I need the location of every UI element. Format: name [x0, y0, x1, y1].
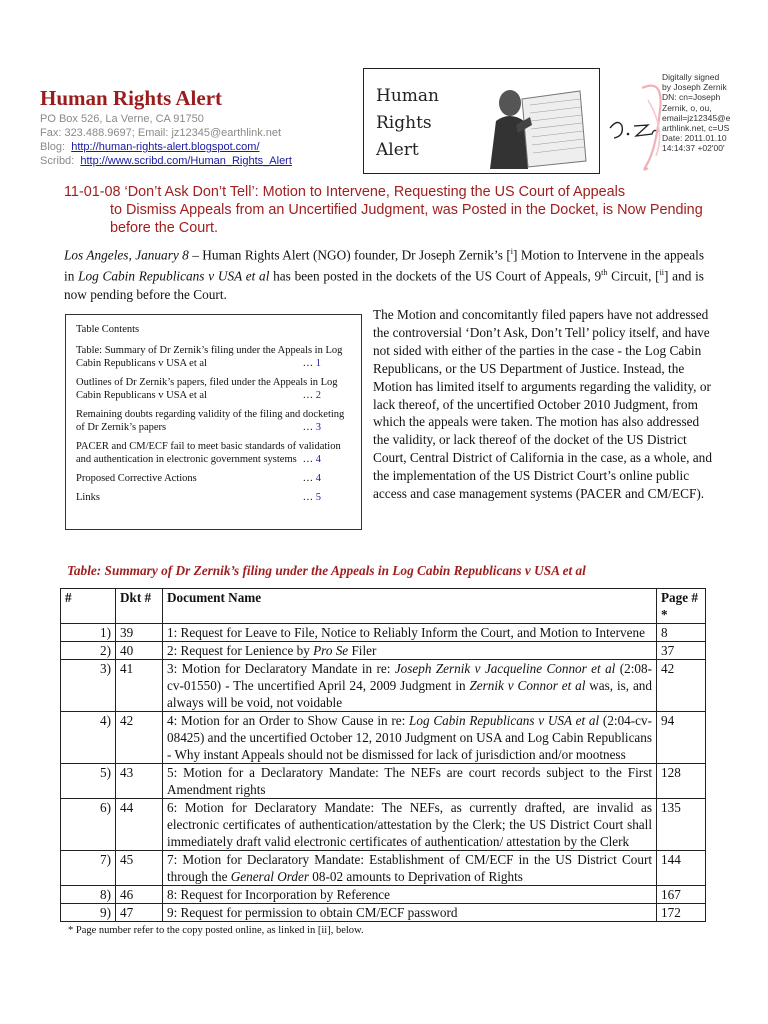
cell-name: 9: Request for permission to obtain CM/ECF password — [163, 904, 657, 922]
toc-entry-text: PACER and CM/ECF fail to meet basic standards of validation and authentication in electronic government systems — [76, 441, 341, 465]
toc-page-link[interactable]: 3 — [315, 422, 321, 433]
logo — [363, 68, 600, 174]
table-row — [61, 712, 706, 764]
toc-page-link[interactable]: 4 — [315, 473, 321, 484]
footnote-ref: i — [510, 247, 513, 256]
table-row — [61, 851, 706, 886]
cell-pg: 135 — [657, 799, 706, 851]
cell-num: 8) — [61, 886, 116, 904]
cell-pg: 172 — [657, 904, 706, 922]
table-row — [61, 904, 706, 922]
filings-table — [60, 588, 706, 922]
cell-name: 2: Request for Lenience by Pro Se Filer — [163, 642, 657, 660]
cell-name: 3: Motion for Declaratory Mandate in re: Joseph Zernik v Jacqueline Connor et al (2:08-cv-01550) - The uncertified April 24, 2009 Judgment in Zernik v Connor et al was, is, and always will be void, not voidable — [163, 660, 657, 712]
cell-dkt: 43 — [116, 764, 163, 799]
cell-dkt: 39 — [116, 624, 163, 642]
cell-num: 2) — [61, 642, 116, 660]
cell-pg: 167 — [657, 886, 706, 904]
body-paragraph: The Motion and concomitantly filed papers have not addressed the controversial ‘Don’t Ask, Don’t Tell’ policy itself, and have not sided with either of the parties in the case - the Log Cabin Republicans, or the US Department of Justice. Instead, the Motion has limited itself to arguments regarding the validity, or lack thereof, of the uncertified October 2010 Judgment, from which the appeals were taken. The motion has also addressed the validity, or lack thereof of the docket of the US District Court, Central District of California in the case, as a whole, and the implementation of the US District Court’s online public access and case management systems (PACER and CM/ECF). — [373, 307, 712, 502]
toc-entry[interactable]: Proposed Corrective Actions … 4 — [76, 473, 321, 484]
intro-text: Circuit, [ — [607, 268, 660, 284]
logo-text — [376, 83, 439, 164]
signature-line: arthlink.net, c=US — [662, 123, 730, 134]
table-row — [61, 764, 706, 799]
cell-pg: 94 — [657, 712, 706, 764]
table-row — [61, 886, 706, 904]
table-row — [61, 624, 706, 642]
signature-details — [662, 72, 762, 154]
scribd-line — [40, 154, 292, 168]
cell-name: 6: Motion for Declaratory Mandate: The NEFs, as currently drafted, are invalid as electronic certificates of authentication/attestation by the Clerk; the US District Court shall immediately draft valid electronic certificates of authentication/ attestation by the Clerk — [163, 799, 657, 851]
cell-name: 8: Request for Incorporation by Reference — [163, 886, 657, 904]
cell-dkt: 45 — [116, 851, 163, 886]
cell-dkt: 42 — [116, 712, 163, 764]
signature-line: DN: cn=Joseph — [662, 92, 721, 103]
table-header-row — [61, 589, 706, 624]
table-footnote: * Page number refer to the copy posted online, as linked in [ii], below. — [68, 925, 364, 936]
logo-line-3: Alert — [376, 140, 419, 160]
blog-label: Blog: — [40, 141, 66, 153]
intro-text: – Human Rights Alert (NGO) founder, Dr Joseph Zernik’s [ — [188, 247, 511, 263]
intro-text: ] Motion to Intervene in the appeals in — [64, 247, 704, 284]
table-row — [61, 642, 706, 660]
table-row — [61, 660, 706, 712]
cell-pg: 128 — [657, 764, 706, 799]
cell-name: 4: Motion for an Order to Show Cause in re: Log Cabin Republicans v USA et al (2:04-cv-08425) and the uncertified October 12, 2010 Judgment on USA and Log Cabin Republicans - Why instant Appeals should not be dismissed for lack of jurisdiction and/or mootness — [163, 712, 657, 764]
signature-line: email=jz12345@e — [662, 112, 731, 123]
toc-entry-text: Remaining doubts regarding validity of the filing and docketing of Dr Zernik’s papers — [76, 409, 345, 433]
toc-entry[interactable]: PACER and CM/ECF fail to meet basic standards of validation and authentication in electronic government systems … 4 — [76, 441, 341, 465]
toc-entry-text: Table: Summary of Dr Zernik’s filing under the Appeals in Log Cabin Republicans v USA et al — [76, 345, 343, 369]
toc-entry[interactable]: Remaining doubts regarding validity of the filing and docketing of Dr Zernik’s papers … 3 — [76, 409, 345, 433]
intro-paragraph — [64, 243, 704, 304]
intro-text: has been posted in the dockets of the US Court of Appeals, 9 — [269, 268, 602, 284]
fax-email: Fax: 323.488.9697; Email: jz12345@earthlink.net — [40, 127, 282, 139]
signature-line: by Joseph Zernik — [662, 82, 727, 93]
headline-line-1: 11-01-08 ‘Don’t Ask Don’t Tell’: Motion to Intervene, Requesting the US Court of Appeals — [64, 184, 626, 200]
header-document-name: Document Name — [163, 589, 657, 624]
cell-num: 7) — [61, 851, 116, 886]
cell-num: 9) — [61, 904, 116, 922]
toc-title: Table Contents — [76, 324, 140, 335]
toc-entry-text: Outlines of Dr Zernik’s papers, filed under the Appeals in Log Cabin Republicans v USA et al — [76, 377, 338, 401]
blog-line — [40, 140, 292, 154]
contact-block — [40, 112, 292, 168]
footnote-ref: ii — [659, 268, 665, 278]
toc-page-link[interactable]: 5 — [315, 492, 321, 503]
toc-entry-text: Proposed Corrective Actions — [76, 473, 197, 484]
toc-page-link[interactable]: 1 — [315, 358, 321, 369]
case-name: Log Cabin Republicans v USA et al — [78, 268, 270, 284]
cell-num: 6) — [61, 799, 116, 851]
header-dkt: Dkt # — [116, 589, 163, 624]
cell-dkt: 47 — [116, 904, 163, 922]
toc-entry[interactable]: Outlines of Dr Zernik’s papers, filed under the Appeals in Log Cabin Republicans v USA et al … 2 — [76, 377, 338, 401]
toc-page-link[interactable]: 2 — [315, 390, 321, 401]
table-of-contents — [65, 314, 362, 530]
digital-signature — [602, 70, 762, 174]
cell-dkt: 44 — [116, 799, 163, 851]
toc-entry[interactable]: Table: Summary of Dr Zernik’s filing under the Appeals in Log Cabin Republicans v USA et al … 1 — [76, 345, 343, 369]
cell-pg: 42 — [657, 660, 706, 712]
signature-line: 14:14:37 +02'00' — [662, 143, 725, 154]
blog-link[interactable]: http://human-rights-alert.blogspot.com/ — [71, 141, 260, 153]
toc-entry-text: Links — [76, 492, 100, 503]
cell-num: 5) — [61, 764, 116, 799]
cell-dkt: 46 — [116, 886, 163, 904]
table-caption: Table: Summary of Dr Zernik’s filing under the Appeals in Log Cabin Republicans v USA et al — [67, 563, 586, 578]
cell-dkt: 41 — [116, 660, 163, 712]
cell-name: 7: Motion for Declaratory Mandate: Establishment of CM/ECF in the US District Court through the General Order 08-02 amounts to Deprivation of Rights — [163, 851, 657, 886]
cell-name: 5: Motion for a Declaratory Mandate: The NEFs are court records subject to the First Amendment rights — [163, 764, 657, 799]
cell-num: 3) — [61, 660, 116, 712]
cell-num: 4) — [61, 712, 116, 764]
cell-name: 1: Request for Leave to File, Notice to Reliably Inform the Court, and Motion to Intervene — [163, 624, 657, 642]
org-title: Human Rights Alert — [40, 86, 223, 110]
cell-num: 1) — [61, 624, 116, 642]
cell-pg: 37 — [657, 642, 706, 660]
header-num: # — [61, 589, 116, 624]
address: PO Box 526, La Verne, CA 91750 — [40, 113, 204, 125]
cell-pg: 8 — [657, 624, 706, 642]
signature-line: Digitally signed — [662, 72, 720, 82]
intro-text: ] and is now pending before the Court. — [64, 268, 704, 302]
toc-entry[interactable]: Links … 5 — [76, 492, 321, 503]
logo-line-2: Rights — [376, 113, 432, 133]
cell-pg: 144 — [657, 851, 706, 886]
toc-page-link[interactable]: 4 — [315, 454, 321, 465]
signature-line: Zernik, o, ou, — [662, 102, 712, 113]
logo-photo-icon — [482, 73, 594, 169]
table-row — [61, 799, 706, 851]
headline-line-2: to Dismiss Appeals from an Uncertified Judgment, was Posted in the Docket, is Now Pending before the Court. — [110, 202, 703, 236]
scribd-link[interactable]: http://www.scribd.com/Human_Rights_Alert — [80, 155, 292, 167]
logo-line-1: Human — [376, 86, 439, 106]
signature-line: Date: 2011.01.10 — [662, 133, 727, 144]
scribd-label: Scribd: — [40, 155, 75, 167]
cell-dkt: 40 — [116, 642, 163, 660]
place-date: Los Angeles, January 8 — [64, 247, 189, 263]
headline — [64, 183, 714, 237]
header-page: Page # * — [657, 589, 706, 624]
ordinal-suffix: th — [601, 268, 608, 278]
